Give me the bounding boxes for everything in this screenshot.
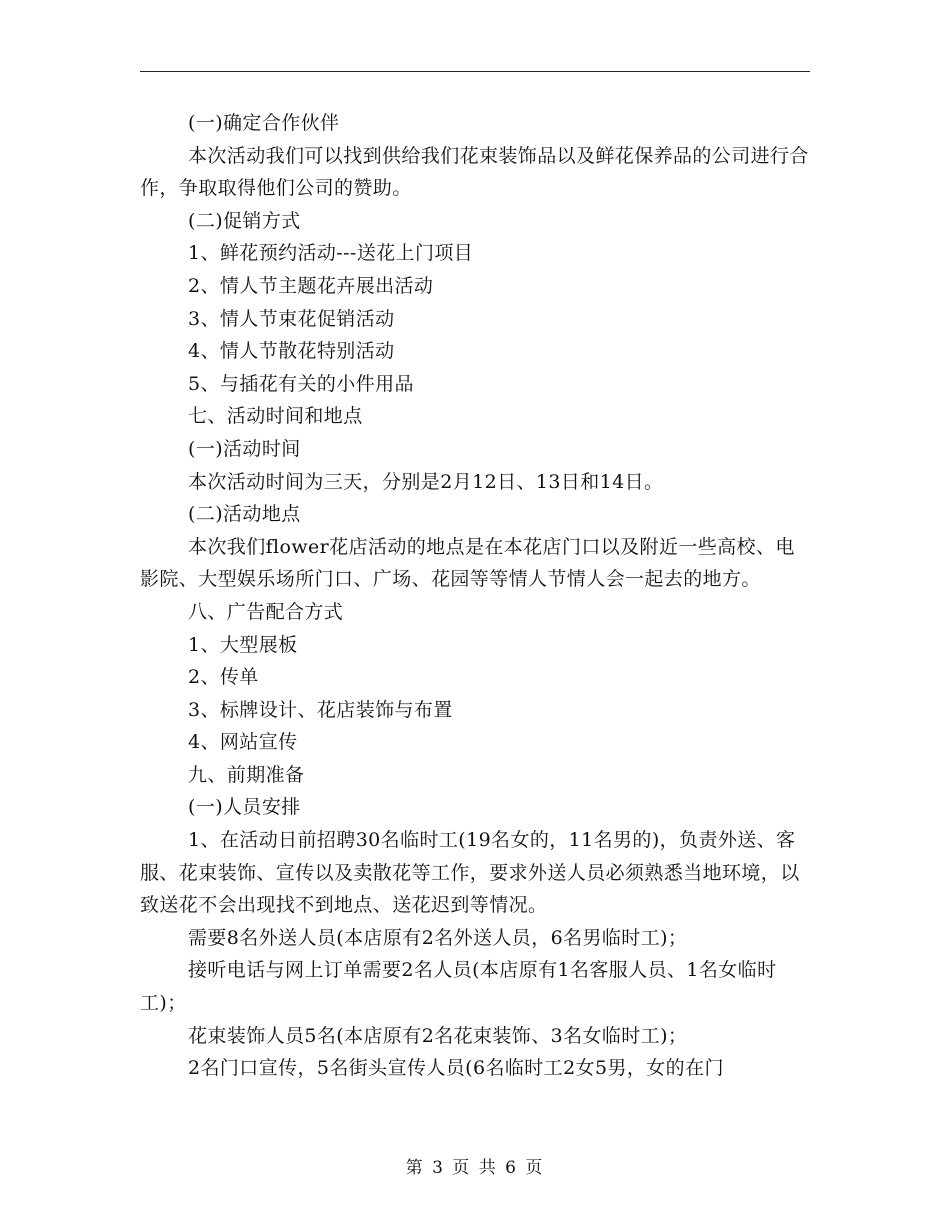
paragraph: (二)促销方式	[188, 209, 301, 232]
header-rule	[140, 71, 810, 72]
paragraph: 4、情人节散花特别活动	[188, 340, 395, 363]
paragraph: 本次活动我们可以找到供给我们花束装饰品以及鲜花保养品的公司进行合作，争取取得他们公司的赞助。	[140, 144, 809, 200]
paragraph: (一)人员安排	[188, 796, 301, 819]
paragraph: 1、大型展板	[188, 633, 298, 656]
paragraph: 4、网站宣传	[188, 731, 298, 754]
paragraph: 2、传单	[188, 666, 259, 689]
paragraph: 花束装饰人员5名(本店原有2名花束装饰、3名女临时工)；	[188, 1024, 688, 1047]
paragraph: 九、前期准备	[188, 763, 305, 786]
paragraph: 本次活动时间为三天，分别是2月12日、13日和14日。	[188, 470, 664, 493]
paragraph: 3、标牌设计、花店装饰与布置	[188, 698, 453, 721]
document-body	[140, 107, 810, 1085]
paragraph: 1、鲜花预约活动---送花上门项目	[188, 242, 474, 265]
paragraph: 接听电话与网上订单需要2名人员(本店原有1名客服人员、1名女临时工)；	[140, 959, 777, 1015]
paragraph: 1、在活动日前招聘30名临时工(19名女的，11名男的)，负责外送、客服、花束装饰、宣传以及卖散花等工作，要求外送人员必须熟悉当地环境，以致送花不会出现找不到地点、送花迟到等情况。	[140, 829, 800, 917]
paragraph: 2、情人节主题花卉展出活动	[188, 274, 434, 297]
paragraph: 八、广告配合方式	[188, 600, 344, 623]
paragraph: 需要8名外送人员(本店原有2名外送人员，6名男临时工)；	[188, 926, 688, 949]
paragraph: (一)确定合作伙伴	[188, 112, 340, 134]
paragraph: 2名门口宣传，5名街头宣传人员(6名临时工2女5男，女的在门	[188, 1057, 724, 1080]
paragraph: 3、情人节束花促销活动	[188, 307, 395, 330]
paragraph: (一)活动时间	[188, 437, 301, 460]
page-number-footer: 第 3 页 共 6 页	[405, 1158, 545, 1178]
paragraph: 七、活动时间和地点	[188, 405, 363, 428]
paragraph: 5、与插花有关的小件用品	[188, 372, 414, 395]
paragraph: 本次我们flower花店活动的地点是在本花店门口以及附近一些高校、电影院、大型娱乐场所门口、广场、花园等等情人节情人会一起去的地方。	[140, 535, 795, 591]
paragraph: (二)活动地点	[188, 503, 301, 526]
